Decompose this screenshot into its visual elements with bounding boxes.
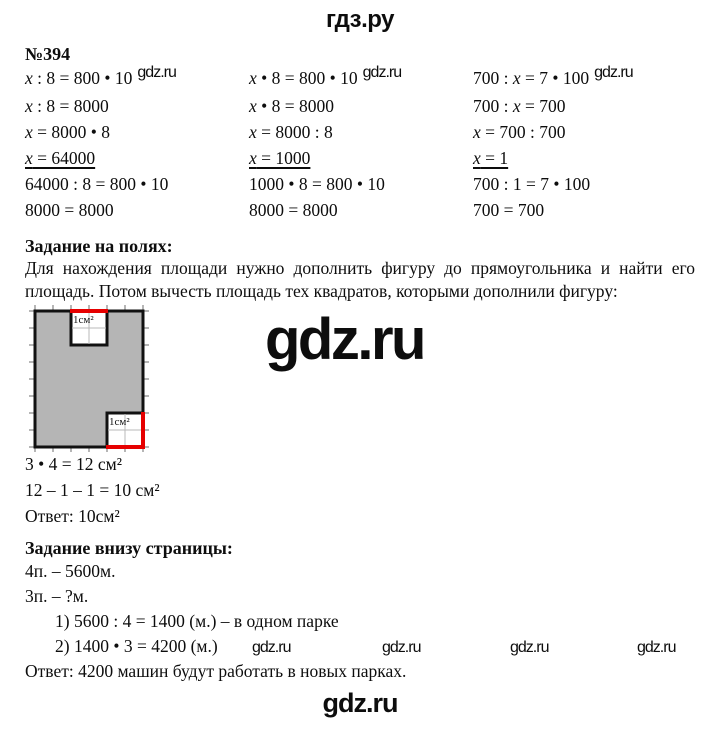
watermark-small: gdz.ru — [252, 639, 291, 656]
bottom-answer: Ответ: 4200 машин будут работать в новых парках. — [25, 661, 407, 681]
figure-row — [25, 303, 695, 451]
watermark-small: gdz.ru — [382, 639, 421, 656]
equation-line: x : 8 = 8000 — [25, 96, 109, 116]
margin-task-paragraph: Для нахождения площади нужно дополнить фигуру до прямоугольника и найти его площадь. Потом вычесть площадь тех квадратов, которыми дополнили фигуру: — [25, 258, 695, 301]
solution-line: Ответ: 10см² — [25, 506, 120, 526]
solution-line: 12 – 1 – 1 = 10 см² — [25, 480, 160, 500]
watermark-large: gdz.ru — [265, 307, 424, 372]
equation-line: 8000 = 8000 — [25, 200, 114, 220]
bottom-steps — [25, 609, 695, 659]
problem-number: №394 — [25, 44, 71, 64]
equation-line: x = 8000 • 8 — [25, 122, 111, 142]
given-line: 4п. – 5600м. — [25, 561, 116, 581]
equation-column-1 — [25, 65, 249, 223]
watermark-small: gdz.ru — [137, 64, 176, 81]
margin-task-heading: Задание на полях: — [25, 236, 173, 256]
site-logo-bottom: gdz.ru — [322, 688, 398, 718]
watermark-small: gdz.ru — [362, 64, 402, 81]
equation-line: x = 1000 — [249, 148, 311, 168]
step-line: 1) 5600 : 4 = 1400 (м.) – в одном парке — [55, 611, 339, 631]
equation-line: x • 8 = 8000 — [249, 96, 335, 116]
notch-label-bottom: 1см² — [109, 416, 130, 428]
equation-line: x : 8 = 800 • 10 gdz.ru — [25, 64, 176, 88]
watermark-small: gdz.ru — [594, 64, 633, 81]
equation-line: 1000 • 8 = 800 • 10 — [249, 174, 385, 194]
equation-line: x = 700 : 700 — [473, 122, 566, 142]
equation-columns — [25, 65, 695, 223]
equation-column-2 — [249, 65, 473, 223]
site-logo-top: гдз.ру — [326, 6, 394, 33]
equation-line: 700 = 700 — [473, 200, 545, 220]
page-content — [0, 43, 720, 684]
equation-line: 700 : x = 700 — [473, 96, 566, 116]
equation-line: 8000 = 8000 — [249, 200, 338, 220]
equation-line: x = 8000 : 8 — [249, 122, 333, 142]
equation-line: 64000 : 8 = 800 • 10 — [25, 174, 169, 194]
area-figure — [27, 303, 155, 453]
watermark-small: gdz.ru — [510, 639, 549, 656]
watermark-small: gdz.ru — [637, 639, 676, 656]
equation-line: x • 8 = 800 • 10 gdz.ru — [249, 64, 402, 88]
given-line: 3п. – ?м. — [25, 586, 89, 606]
equation-line: x = 1 — [473, 148, 509, 168]
equation-line: x = 64000 — [25, 148, 96, 168]
equation-column-3 — [473, 65, 719, 223]
equation-line: 700 : x = 7 • 100 gdz.ru — [473, 64, 633, 88]
notch-label-top: 1см² — [73, 314, 94, 326]
solution-line: 3 • 4 = 12 см² — [25, 454, 122, 474]
step-line: 2) 1400 • 3 = 4200 (м.) gdz.ru gdz.ru gdz.ru gdz.ru — [25, 634, 695, 659]
bottom-task-heading: Задание внизу страницы: — [25, 538, 233, 558]
margin-solution — [25, 451, 695, 529]
equation-line: 700 : 1 = 7 • 100 — [473, 174, 591, 194]
bottom-given — [25, 559, 695, 609]
